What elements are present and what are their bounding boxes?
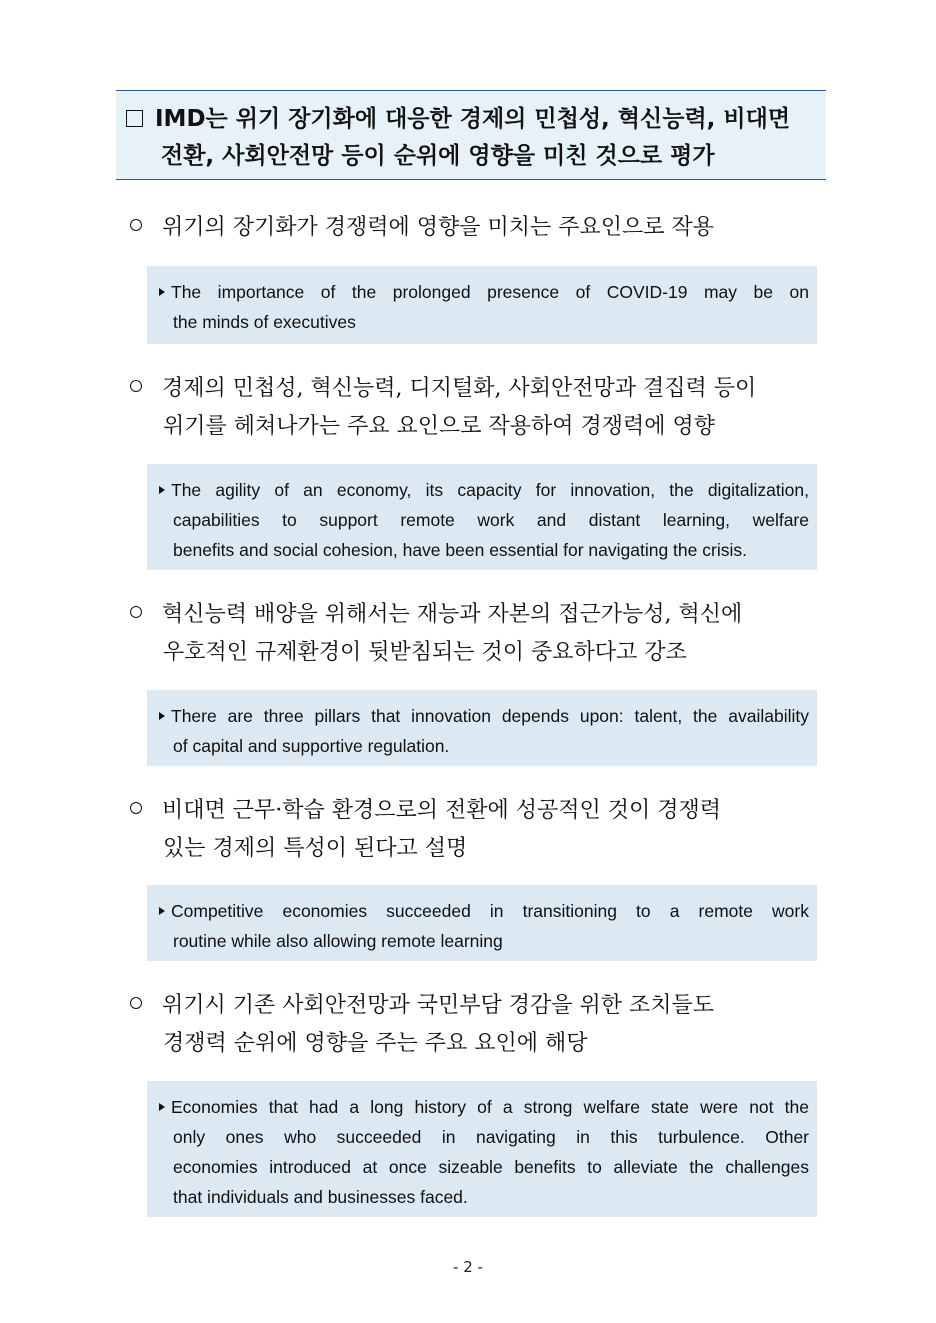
quote-box-1 (147, 266, 817, 344)
circle-bullet-icon (130, 802, 142, 814)
checkbox-square-icon (126, 110, 143, 127)
bullet-text: 비대면 근무·학습 환경으로의 전환에 성공적인 것이 경쟁력 (162, 798, 722, 823)
bullet-text: 있는 경제의 특성이 된다고 설명 (163, 836, 468, 861)
quote-line: There are three pillars that innovation depends upon: talent, the availability (159, 701, 809, 731)
triangle-bullet-icon (159, 288, 165, 296)
bullet-item-2 (128, 370, 828, 446)
section-header (116, 90, 826, 180)
quote-line: economies introduced at once sizeable benefits to alleviate the challenges (173, 1157, 809, 1177)
triangle-bullet-icon (159, 1103, 165, 1111)
bullet-text: 위기의 장기화가 경쟁력에 영향을 미치는 주요인으로 작용 (162, 215, 715, 240)
triangle-bullet-icon (159, 907, 165, 915)
bullet-item-1 (128, 209, 828, 247)
bullet-text: 우호적인 규제환경이 뒷받침되는 것이 중요하다고 강조 (163, 640, 687, 665)
bullet-text: 위기시 기존 사회안전망과 국민부담 경감을 위한 조치들도 (162, 993, 715, 1018)
bullet-item-5 (128, 987, 828, 1063)
bullet-text: 경제의 민첩성, 혁신능력, 디지털화, 사회안전망과 결집력 등이 (162, 376, 757, 401)
quote-line: The importance of the prolonged presence of COVID-19 may be on (159, 277, 809, 307)
quote-line: Competitive economies succeeded in transitioning to a remote work (159, 896, 809, 926)
bullet-item-3 (128, 596, 828, 672)
bullet-text: 경쟁력 순위에 영향을 주는 주요 요인에 해당 (163, 1031, 588, 1056)
page-number: - 2 - (453, 1258, 483, 1276)
quote-box-3 (147, 690, 817, 766)
triangle-bullet-icon (159, 712, 165, 720)
circle-bullet-icon (130, 997, 142, 1009)
quote-line: capabilities to support remote work and distant learning, welfare (173, 510, 809, 530)
quote-line: of capital and supportive regulation. (173, 736, 450, 756)
quote-box-2 (147, 464, 817, 570)
bullet-text: 위기를 헤쳐나가는 주요 요인으로 작용하여 경쟁력에 영향 (163, 414, 716, 439)
circle-bullet-icon (130, 606, 142, 618)
quote-box-5 (147, 1081, 817, 1217)
triangle-bullet-icon (159, 486, 165, 494)
quote-box-4 (147, 885, 817, 961)
circle-bullet-icon (130, 380, 142, 392)
quote-line: Economies that had a long history of a strong welfare state were not the (159, 1092, 809, 1122)
quote-line: The agility of an economy, its capacity for innovation, the digitalization, (159, 475, 809, 505)
header-text-2: 전환, 사회안전망 등이 순위에 영향을 미친 것으로 평가 (161, 143, 715, 169)
quote-line: benefits and social cohesion, have been essential for navigating the crisis. (173, 540, 747, 560)
header-text-1: IMD는 위기 장기화에 대응한 경제의 민첩성, 혁신능력, 비대면 (155, 106, 791, 132)
quote-line: that individuals and businesses faced. (173, 1187, 468, 1207)
circle-bullet-icon (130, 219, 142, 231)
header-line-1 (124, 101, 820, 138)
quote-line: the minds of executives (173, 312, 356, 332)
bullet-item-4 (128, 792, 828, 868)
quote-line: only ones who succeeded in navigating in this turbulence. Other (173, 1127, 809, 1147)
quote-line: routine while also allowing remote learning (173, 931, 503, 951)
bullet-text: 혁신능력 배양을 위해서는 재능과 자본의 접근가능성, 혁신에 (162, 602, 743, 627)
